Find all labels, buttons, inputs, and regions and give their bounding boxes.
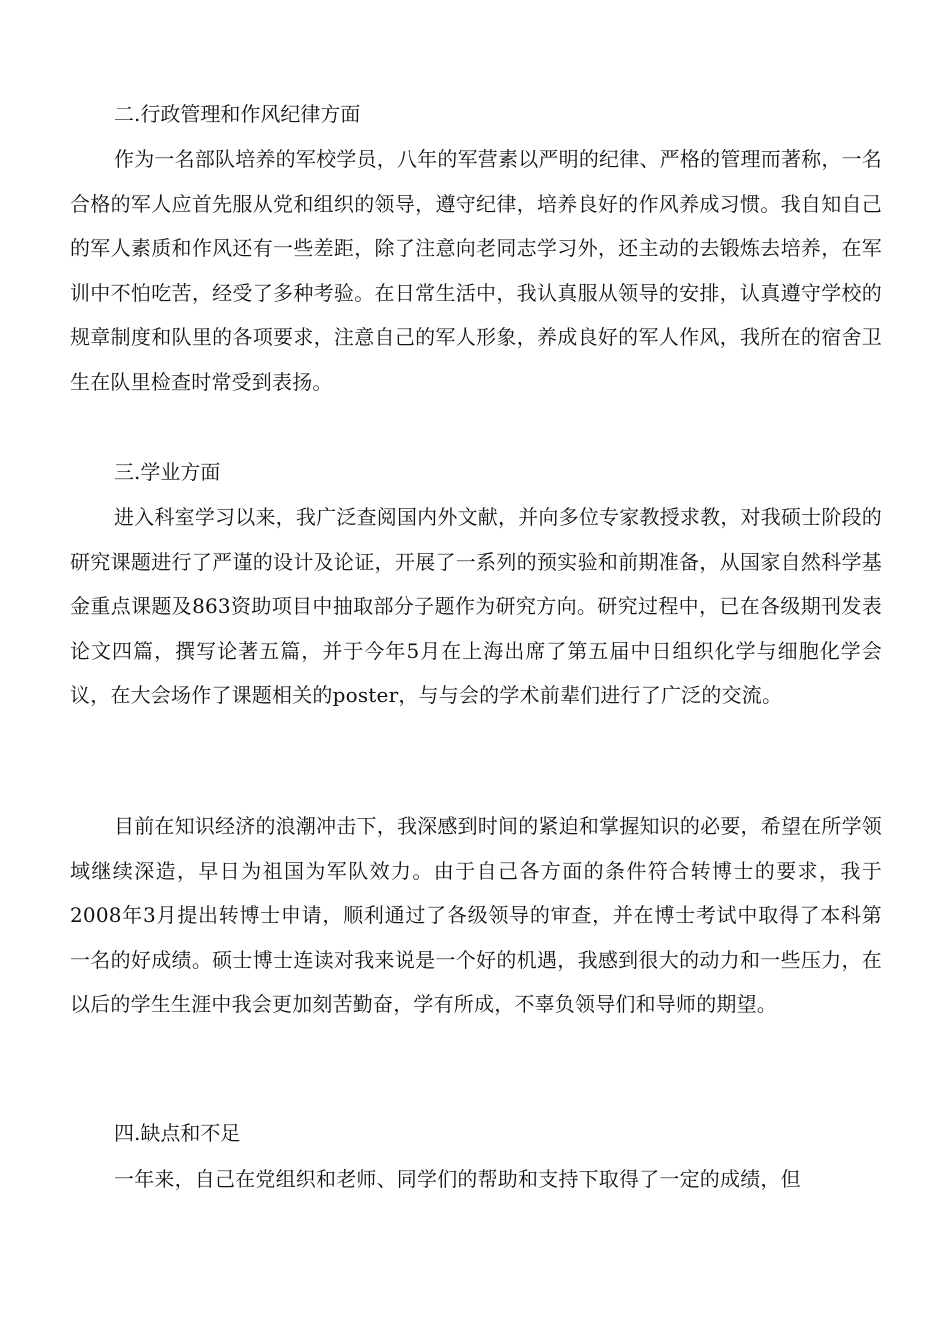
section-heading-shortcomings: 四.缺点和不足 bbox=[114, 1121, 241, 1145]
paragraph-academics-research: 进入科室学习以来，我广泛查阅国内外文献，并向多位专家教授求教，对我硕士阶段的研究课题进行了严谨的设计及论证，开展了一系列的预实验和前期准备，从国家自然科学基金重点课题及863资助项目中抽取部分子题作为研究方向。研究过程中，已在各级期刊发表论文四篇，撰写论著五篇，并于今年5月在上海出席了第五届中日组织化学与细胞化学会议，在大会场作了课题相关的poster，与与会的学术前辈们进行了广泛的交流。 bbox=[70, 505, 882, 708]
paragraph-shortcomings: 一年来，自己在党组织和老师、同学们的帮助和支持下取得了一定的成绩，但 bbox=[114, 1167, 801, 1191]
section-heading-academics: 三.学业方面 bbox=[114, 460, 221, 484]
paragraph-admin-discipline: 作为一名部队培养的军校学员，八年的军营素以严明的纪律、严格的管理而著称，一名合格的军人应首先服从党和组织的领导，遵守纪律，培养良好的作风养成习惯。我自知自己的军人素质和作风还有一些差距，除了注意向老同志学习外，还主动的去锻炼去培养，在军训中不怕吃苦，经受了多种考验。在日常生活中，我认真服从领导的安排，认真遵守学校的规章制度和队里的各项要求，注意自己的军人形象，养成良好的军人作风，我所在的宿舍卫生在队里检查时常受到表扬。 bbox=[70, 147, 882, 394]
section-heading-admin: 二.行政管理和作风纪律方面 bbox=[114, 102, 361, 126]
paragraph-academics-doctoral: 目前在知识经济的浪潮冲击下，我深感到时间的紧迫和掌握知识的必要，希望在所学领域继续深造，早日为祖国为军队效力。由于自己各方面的条件符合转博士的要求，我于2008年3月提出转博士申请，顺利通过了各级领导的审查，并在博士考试中取得了本科第一名的好成绩。硕士博士连读对我来说是一个好的机遇，我感到很大的动力和一些压力，在以后的学生生涯中我会更加刻苦勤奋，学有所成，不辜负领导们和导师的期望。 bbox=[70, 814, 882, 1017]
